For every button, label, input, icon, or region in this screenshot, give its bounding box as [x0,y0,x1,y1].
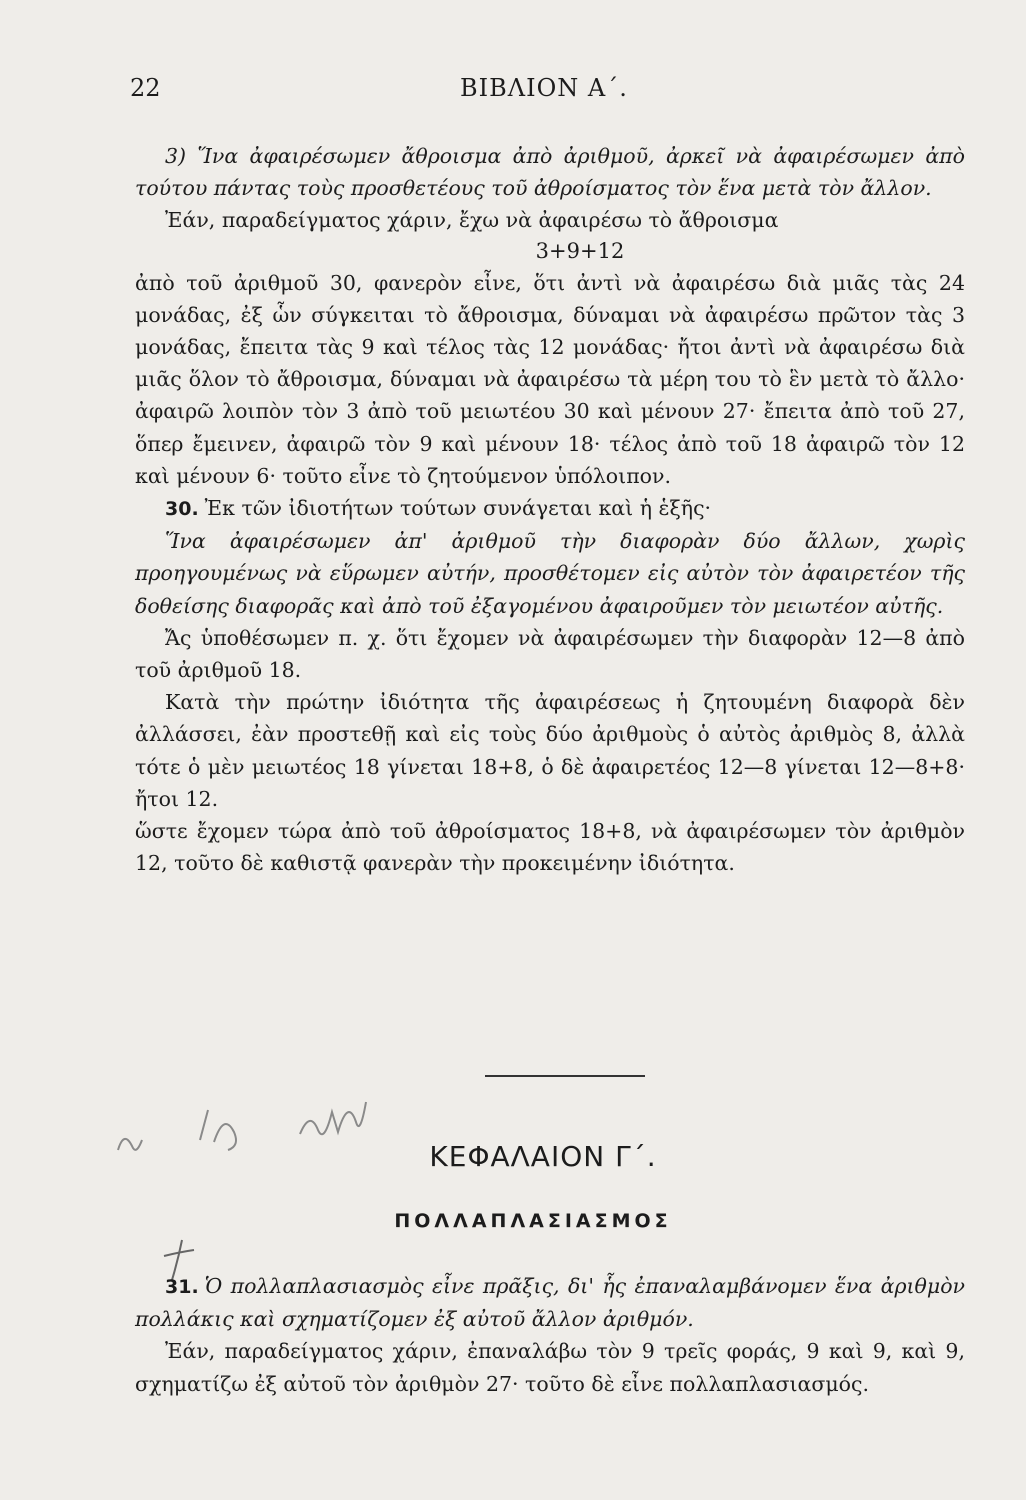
example-explanation-paragraph: ἀπὸ τοῦ ἀριθμοῦ 30, φανερὸν εἶνε, ὅτι ἀντὶ νὰ ἀφαιρέσω διὰ μιᾶς τὰς 24 μονάδας, ἐξ ὧν σύγκειται τὸ ἄθροισμα, δύναμαι νὰ ἀφαιρέσω πρῶτον τὰς 3 μονάδας, ἔπειτα τὰς 9 καὶ τέλος τὰς 12 μονάδας· ἤτοι ἀντὶ νὰ ἀφαιρέσω διὰ μιᾶς ὅλον τὸ ἄθροισμα, δύναμαι νὰ ἀφαιρέσω τὰ μέρη του τὸ ἓν μετὰ τὸ ἄλλο· ἀφαιρῶ λοιπὸν τὸν 3 ἀπὸ τοῦ μειωτέου 30 καὶ μένουν 27· ἔπειτα ἀπὸ τοῦ 27, ὅπερ ἔμεινεν, ἀφαιρῶ τὸν 9 καὶ μένουν 18· τέλος ἀπὸ τοῦ 18 ἀφαιρῶ τὸν 12 καὶ μένουν 6· τοῦτο εἶνε τὸ ζητούμενον ὑπόλοιπον. [135,270,965,488]
chapter-subtitle: ΠΟΛΛΑΠΛΑΣΙΑΣΜΟΣ [394,1210,672,1232]
page-header [130,74,960,114]
section-31-number: 31. [165,1276,199,1298]
running-head: ΒΙΒΛΙΟΝ Α΄. [460,74,628,102]
section-31-definition [135,1270,965,1335]
first-property-paragraph: Κατὰ τὴν πρώτην ἰδιότητα τῆς ἀφαιρέσεως ἡ ζητουμένη διαφορὰ δὲν ἀλλάσσει, ἐὰν προστεθῇ καὶ εἰς τοὺς δύο ἀριθμοὺς ὁ αὐτὸς ἀριθμὸς 8, ἀλλὰ τότε ὁ μὲν μειωτέος 18 γίνεται 18+8, ὁ δὲ ἀφαιρετέος 12—8 γίνεται 12—8+8· ἤτοι 12. [135,690,965,811]
example-intro-paragraph: Ἐάν, παραδείγματος χάριν, ἔχω νὰ ἀφαιρέσω τὸ ἄθροισμα [165,208,779,233]
section-divider [485,1075,645,1077]
section-number: 30. [165,498,199,521]
page-number: 22 [130,74,161,102]
rule-3-paragraph: 3) Ἵνα ἀφαιρέσωμεν ἄθροισμα ἀπὸ ἀριθμοῦ, ἀρκεῖ νὰ ἀφαιρέσωμεν ἀπὸ τούτου πάντας τοὺς προσθετέους τοῦ ἀθροίσματος τὸν ἕνα μετὰ τὸν ἄλλον. [135,144,965,201]
section-30-paragraph [135,492,965,525]
section-31-text [135,1270,965,1400]
rule-difference-paragraph: Ἵνα ἀφαιρέσωμεν ἀπ' ἀριθμοῦ τὴν διαφορὰν δύο ἄλλων, χωρὶς προηγουμένως νὰ εὕρωμεν αὐτήν, προσθέτομεν εἰς αὐτὸν τὸν ἀφαιρετέον τῆς δοθείσης διαφορᾶς καὶ ἀπὸ τοῦ ἐξαγομένου ἀφαιροῦμεν τὸν μειωτέον αὐτῆς. [135,529,965,618]
formula-sum: 3+9+12 [535,238,625,263]
assumption-paragraph: Ἄς ὑποθέσωμεν π. χ. ὅτι ἔχομεν νὰ ἀφαιρέσωμεν τὴν διαφορὰν 12—8 ἀπὸ τοῦ ἀριθμοῦ 18. [135,625,965,683]
chapter-title: ΚΕΦΑΛΑΙΟΝ Γ΄. [429,1140,657,1173]
multiplication-example: Ἐάν, παραδείγματος χάριν, ἐπαναλάβω τὸν 9 τρεῖς φοράς, 9 καὶ 9, καὶ 9, σχηματίζω ἐξ αὐτοῦ τὸν ἀριθμὸν 27· τοῦτο δὲ εἶνε πολλαπλασιασμός. [135,1339,965,1396]
main-text [135,140,965,879]
conclusion-paragraph: ὥστε ἔχομεν τώρα ἀπὸ τοῦ ἀθροίσματος 18+8, νὰ ἀφαιρέσωμεν τὸν ἀριθμὸν 12, τοῦτο δὲ καθιστᾷ φανερὰν τὴν προκειμένην ἰδιότητα. [135,819,965,876]
multiplication-definition: Ὁ πολλαπλασιασμὸς εἶνε πρᾶξις, δι' ἧς ἐπαναλαμβάνομεν ἕνα ἀριθμὸν πολλάκις καὶ σχηματίζομεν ἐξ αὐτοῦ ἄλλον ἀριθμόν. [135,1274,965,1332]
section-30-text: Ἐκ τῶν ἰδιοτήτων τούτων συνάγεται καὶ ἡ ἑξῆς· [204,496,712,521]
